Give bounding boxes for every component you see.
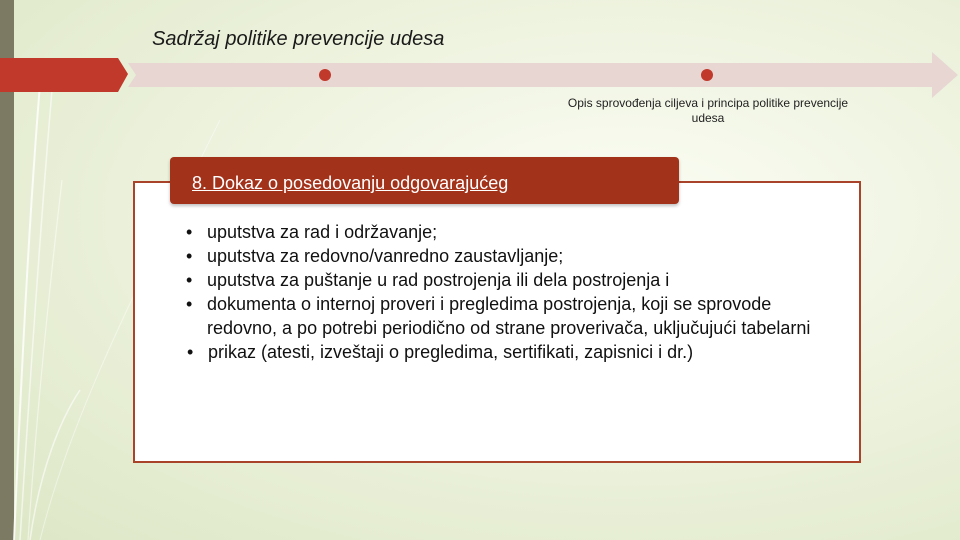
list-item: • dokumenta o internoj proveri i pregledima postrojenja, koji se sprovode redovno, a po potrebi periodično od strane proverivača, uključujući tabelarni (186, 292, 826, 340)
timeline-caption: Opis sprovođenja ciljeva i principa politike prevencije udesa (567, 96, 849, 125)
timeline-marker (319, 69, 331, 81)
section-heading: 8. Dokaz o posedovanju odgovarajućeg (192, 173, 509, 193)
timeline-start-tab (0, 58, 128, 92)
section-heading-box (170, 157, 679, 204)
timeline-marker (701, 69, 713, 81)
timeline-bar (128, 52, 958, 98)
list-item: • uputstva za rad i održavanje; (186, 220, 826, 244)
bullet-list (186, 220, 826, 364)
list-item: • prikaz (atesti, izveštaji o pregledima, sertifikati, zapisnici i dr.) (187, 340, 826, 364)
list-item: • uputstva za redovno/vanredno zaustavljanje; (186, 244, 826, 268)
slide-title: Sadržaj politike prevencije udesa (152, 28, 445, 50)
list-item: • uputstva za puštanje u rad postrojenja ili dela postrojenja i (186, 268, 826, 292)
